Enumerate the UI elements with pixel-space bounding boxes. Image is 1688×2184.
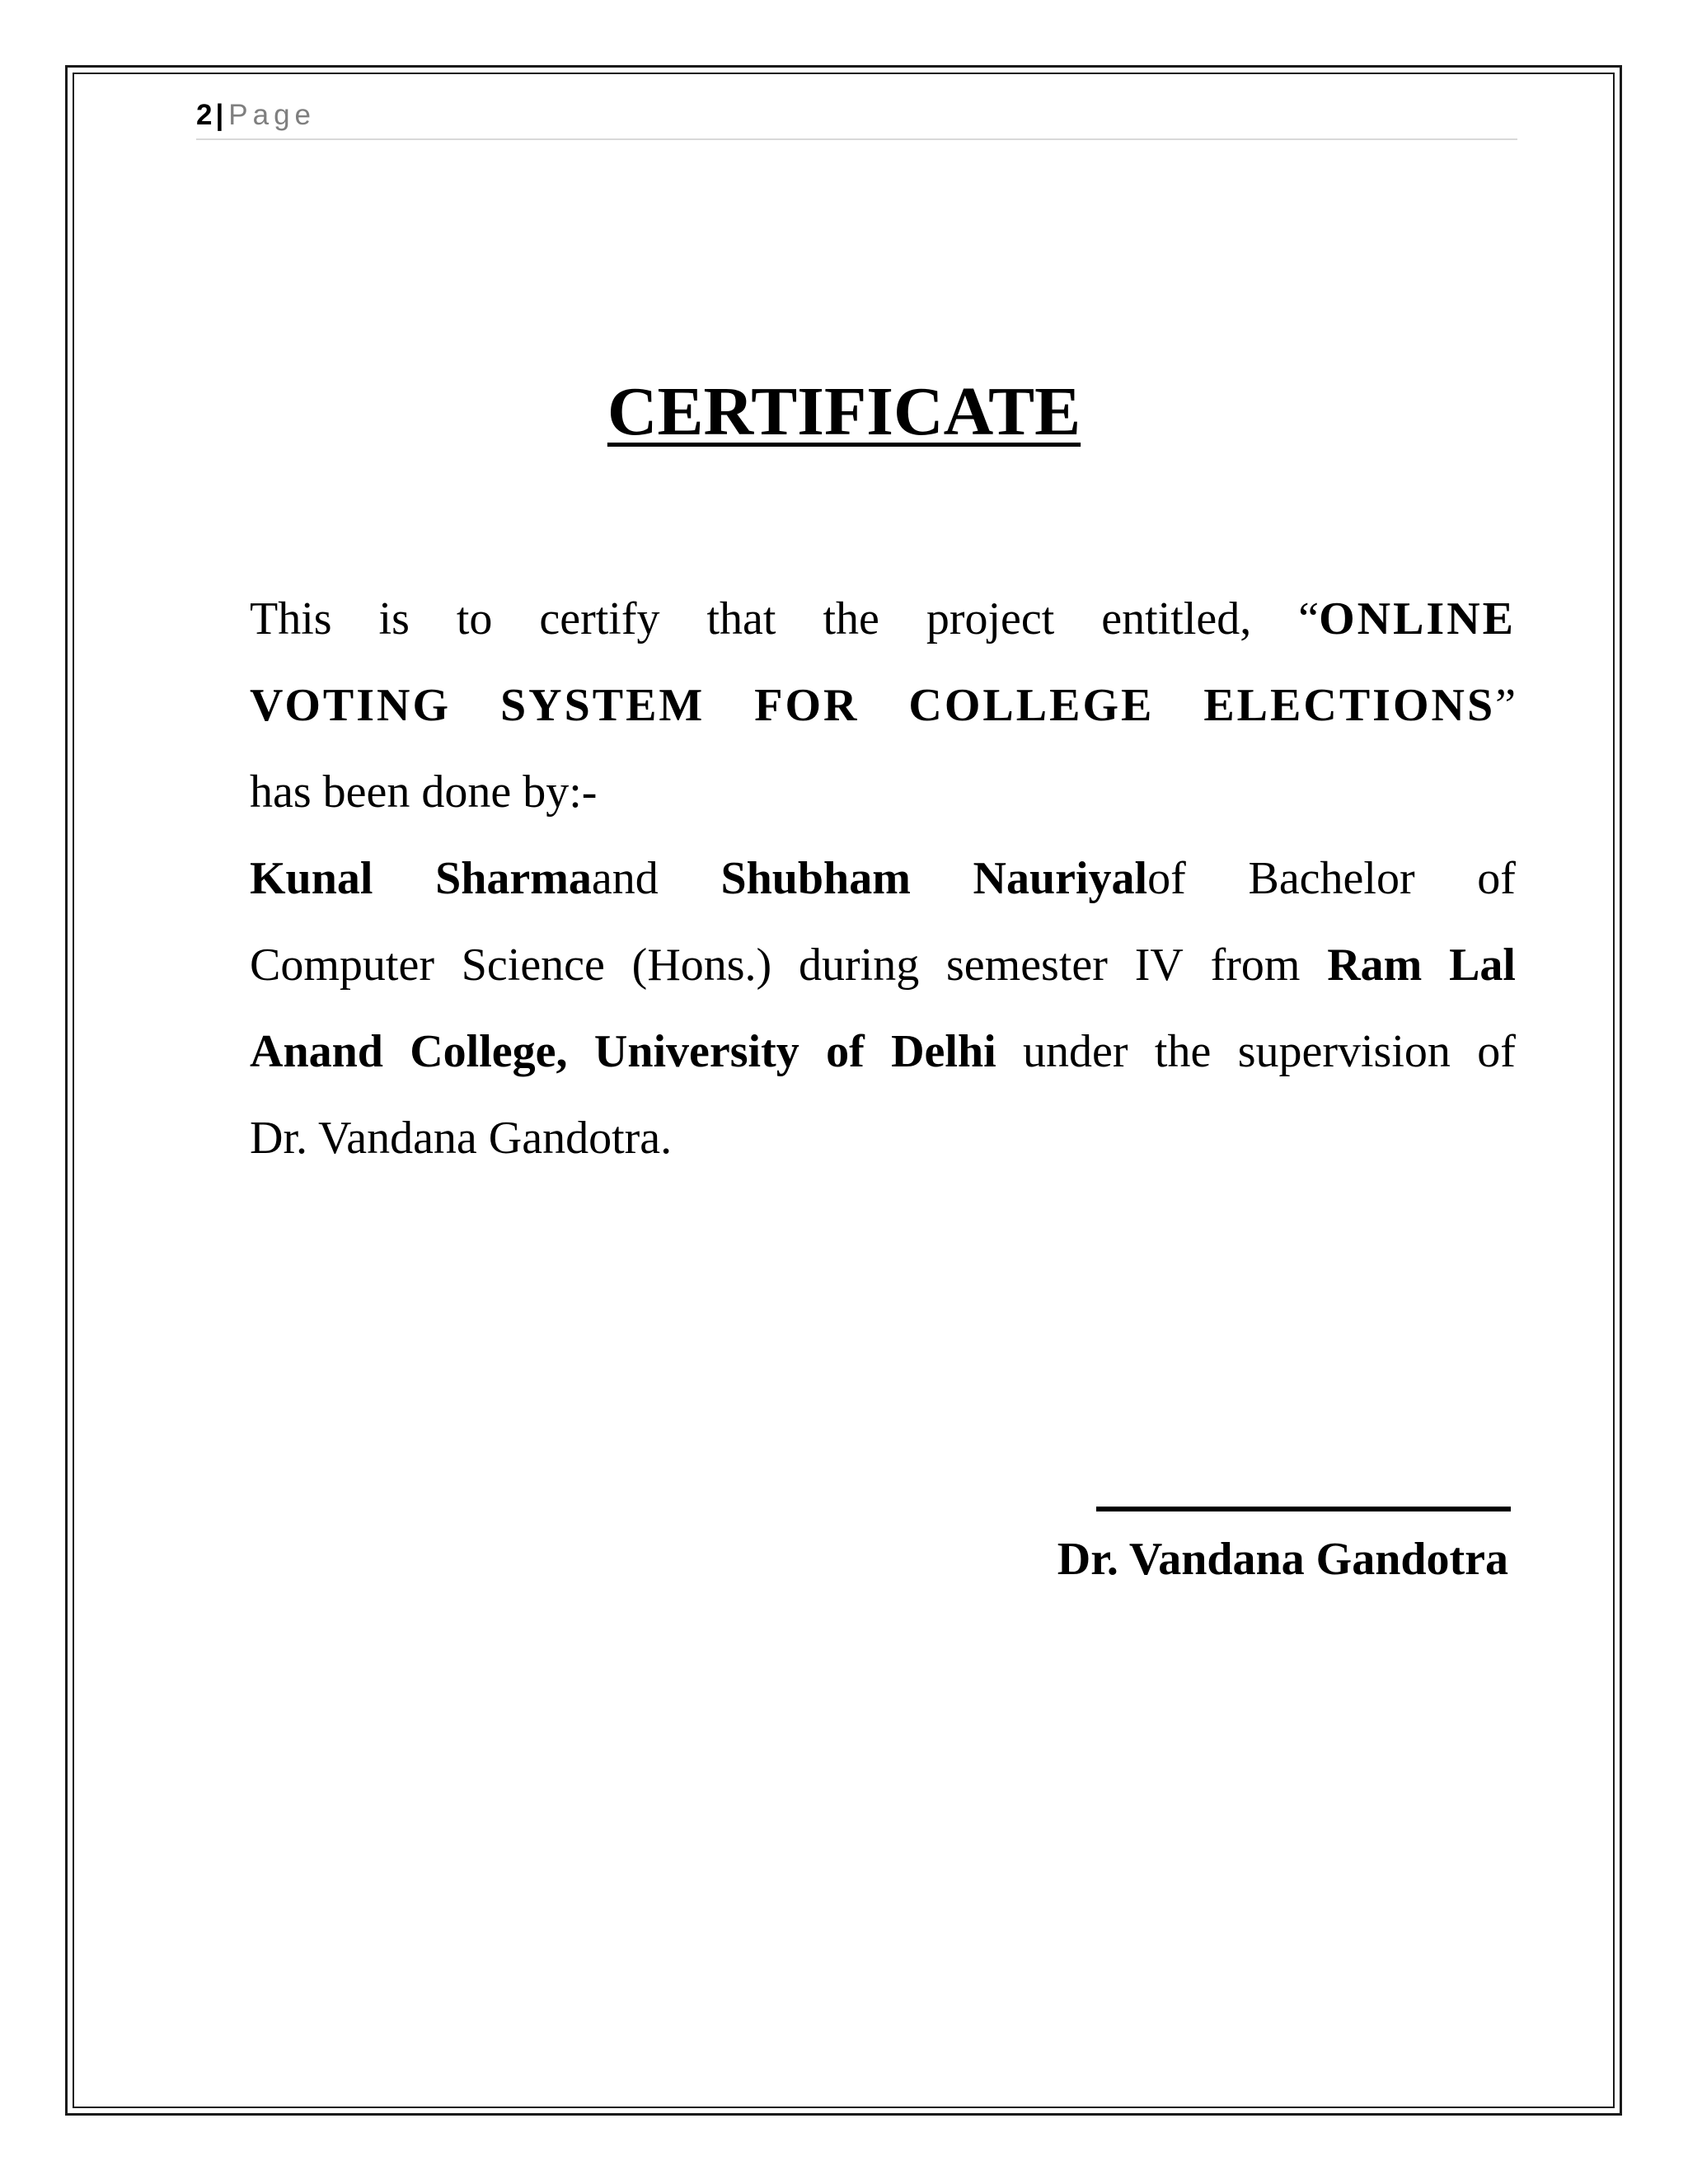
word: of <box>1477 1026 1516 1077</box>
college-name-word: Anand <box>250 1026 383 1077</box>
project-title-word: SYSTEM <box>499 680 706 731</box>
student-name: Sharma <box>435 853 592 904</box>
college-name-word: Lal <box>1449 940 1516 991</box>
body-line-4 <box>250 836 1516 922</box>
college-name-word: University <box>593 1026 799 1077</box>
college-name-word: College, <box>410 1026 568 1077</box>
word: that <box>706 593 776 644</box>
project-title-end <box>1203 663 1516 749</box>
college-name-word: Delhi <box>891 1026 996 1077</box>
project-title-start <box>1298 576 1516 663</box>
project-title-word: COLLEGE <box>908 680 1155 731</box>
project-title-word: FOR <box>754 680 860 731</box>
page-separator: | <box>215 99 224 131</box>
conjunction: and <box>591 853 659 904</box>
signatory-name: Dr. Vandana Gandotra <box>1057 1534 1508 1585</box>
project-title-word: ONLINE <box>1319 593 1516 644</box>
body-line-6 <box>250 1009 1516 1095</box>
student-name: Nauriyal <box>973 853 1148 904</box>
word: Bachelor <box>1248 853 1415 904</box>
certificate-title: CERTIFICATE <box>607 373 1081 450</box>
close-quote: ” <box>1495 680 1516 731</box>
body-line-1 <box>250 576 1516 663</box>
word: is <box>378 593 410 644</box>
page-header <box>196 96 1517 140</box>
certificate-body <box>250 576 1516 1182</box>
body-line-5 <box>250 922 1516 1009</box>
open-quote: “ <box>1298 593 1320 644</box>
body-line-7: Dr. Vandana Gandotra. <box>250 1113 673 1164</box>
word: during <box>798 940 920 991</box>
word: the <box>1154 1026 1212 1077</box>
word: of <box>1477 853 1516 904</box>
project-title-word: ELECTIONS <box>1203 680 1496 731</box>
word: certify <box>539 593 660 644</box>
project-title-word: VOTING <box>250 680 452 731</box>
word: semester <box>945 940 1108 991</box>
word: IV <box>1134 940 1184 991</box>
word: supervision <box>1237 1026 1451 1077</box>
signature-line <box>1096 1507 1511 1511</box>
word: of <box>1147 853 1186 904</box>
word: project <box>926 593 1055 644</box>
word: to <box>456 593 493 644</box>
college-name-word: Ram <box>1327 940 1423 991</box>
page-number: 2 <box>196 99 213 131</box>
student-name: Shubham <box>720 853 911 904</box>
word: from <box>1210 940 1301 991</box>
word: entitled, <box>1101 593 1252 644</box>
word: This <box>250 593 332 644</box>
page-word: Page <box>228 99 316 131</box>
student-name: Kunal <box>250 853 373 904</box>
body-line-3: has been done by:- <box>250 766 598 818</box>
word: under <box>1023 1026 1128 1077</box>
word: (Hons.) <box>631 940 772 991</box>
word: the <box>823 593 879 644</box>
word: Science <box>461 940 605 991</box>
college-name-word: of <box>826 1026 865 1077</box>
word: Computer <box>250 940 434 991</box>
body-line-2 <box>250 663 1516 749</box>
